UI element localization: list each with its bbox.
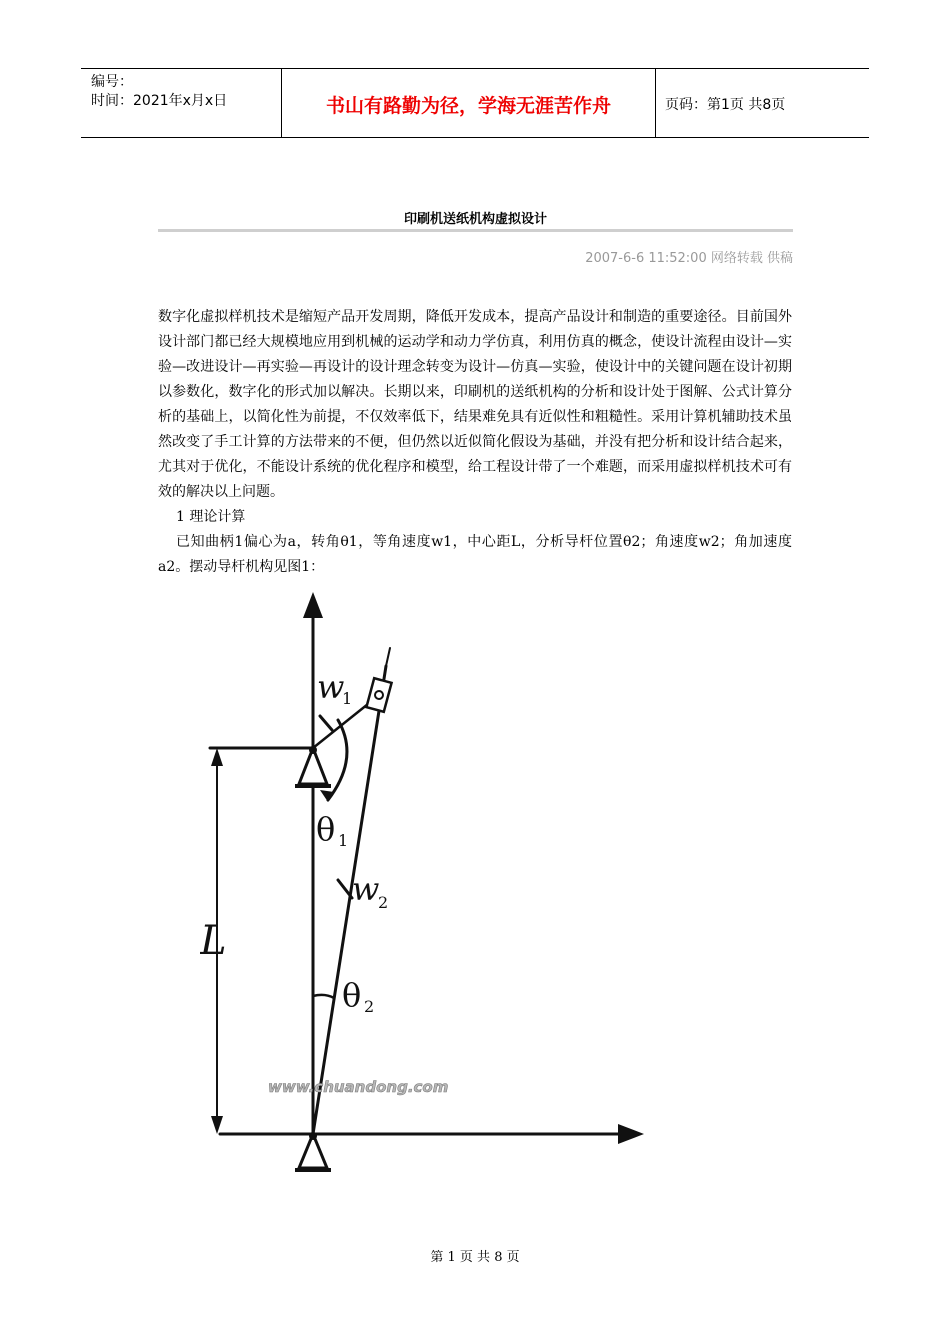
mechanism-figure bbox=[200, 588, 650, 1178]
theta2-arc bbox=[313, 995, 334, 998]
title-divider bbox=[158, 229, 793, 232]
header-page-cell bbox=[655, 69, 869, 137]
label-theta1-subscript: 1 bbox=[338, 831, 349, 850]
header-page-code: 页码：第1页 共8页 bbox=[665, 97, 786, 113]
label-w1: w bbox=[317, 668, 345, 706]
label-w2-subscript: 2 bbox=[378, 893, 389, 912]
label-w1-subscript: 1 bbox=[342, 689, 353, 708]
document-date: 时间：2021年x月x日 bbox=[91, 93, 228, 109]
body-paragraph-given: 已知曲柄1偏心为a，转角θ1，等角速度w1，中心距L，分析导杆位置θ2；角速度w2；角加速度a2。摆动导杆机构见图1： bbox=[158, 534, 792, 575]
document-number-label: 编号： bbox=[91, 74, 133, 90]
vertical-axis-arrowhead bbox=[303, 592, 323, 618]
l-dimension-arrow-bottom bbox=[211, 1116, 223, 1134]
label-theta1: θ bbox=[316, 810, 336, 848]
header-motto: 书山有路勤为径，学海无涯苦作舟 bbox=[325, 95, 611, 117]
article-meta: 2007-6-6 11:52:00 网络转载 供稿 bbox=[585, 251, 793, 266]
upper-pivot-support bbox=[295, 746, 331, 786]
guide-bar-tip bbox=[386, 648, 390, 666]
l-dimension-arrow-top bbox=[211, 748, 223, 766]
header-left-cell bbox=[81, 69, 281, 137]
header-table bbox=[81, 68, 869, 138]
label-theta2: θ bbox=[342, 976, 362, 1014]
header-motto-cell bbox=[281, 69, 656, 137]
w1-mark bbox=[320, 716, 332, 730]
horizontal-axis-arrowhead bbox=[618, 1124, 644, 1144]
page-footer: 第 1 页 共 8 页 bbox=[430, 1250, 520, 1265]
lower-pivot-support bbox=[295, 1132, 331, 1170]
article-title: 印刷机送纸机构虚拟设计 bbox=[403, 212, 547, 227]
section-heading: 1 理论计算 bbox=[176, 509, 246, 525]
watermark: www.chuandong.com bbox=[268, 1078, 449, 1096]
slider-pin bbox=[375, 691, 383, 699]
label-theta2-subscript: 2 bbox=[364, 997, 375, 1016]
body-paragraph-intro: 数字化虚拟样机技术是缩短产品开发周期，降低开发成本，提高产品设计和制造的重要途径。目前国外设计部门都已经大规模地应用到机械的运动学和动力学仿真，利用仿真的概念，使设计流程由设计—实验—改进设计—再实验—再设计的设计理念转变为设计—仿真—实验，使设计中的关键问题在设计初期以参数化，数字化的形式加以解决。长期以来，印刷机的送纸机构的分析和设计处于图解、公式计算分析的基础上，以简化性为前提，不仅效率低下，结果难免具有近似性和粗糙性。采用计算机辅助技术虽然改变了手工计算的方法带来的不便，但仍然以近似简化假设为基础，并没有把分析和设计结合起来，尤其对于优化，不能设计系统的优化程序和模型，给工程设计带了一个难题，而采用虚拟样机技术可有效的解决以上问题。 bbox=[158, 309, 792, 500]
label-w2: w bbox=[352, 870, 380, 908]
label-l: L bbox=[200, 918, 227, 964]
mechanism-diagram bbox=[200, 588, 650, 1178]
